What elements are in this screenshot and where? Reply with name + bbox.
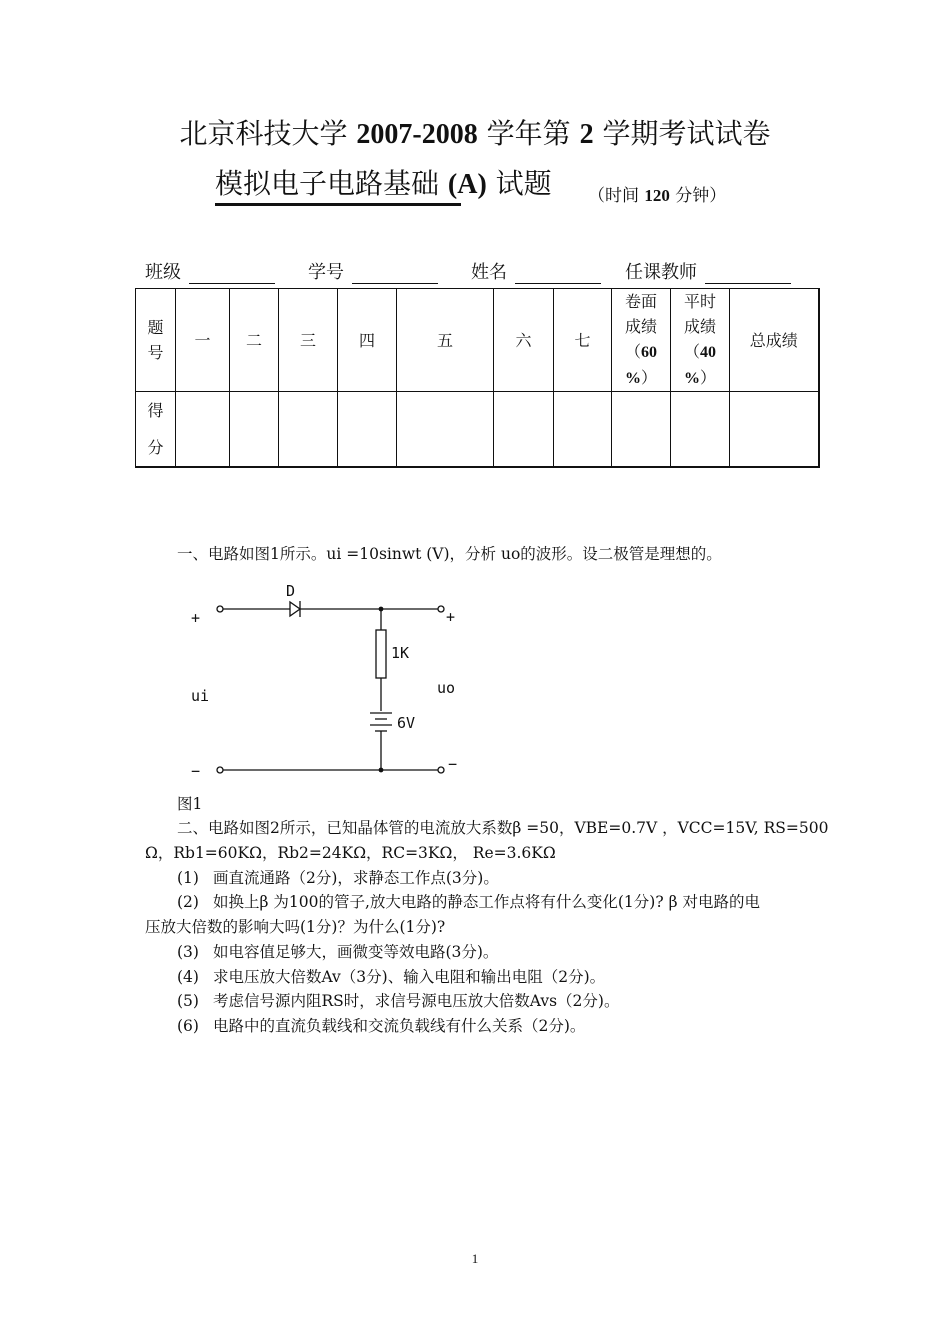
diode-triangle: [290, 602, 300, 616]
resistor-body: [376, 630, 386, 678]
question-5-header: 五: [397, 289, 494, 392]
name-blank: [515, 263, 601, 284]
student-id-blank: [352, 263, 438, 284]
junction-dot-bottom: [379, 768, 384, 773]
score-row: [136, 392, 819, 468]
output-label: uo: [437, 679, 456, 697]
score-cell: [554, 392, 612, 468]
question-number-label: 题 号: [136, 289, 176, 392]
question-number-row: [136, 289, 819, 392]
page-number: 1: [471, 1251, 479, 1266]
q2-item-2: (2) 如换上β 为100的管子,放大电路的静态工作点将有什么变化(1分)? β 对电路的电: [177, 893, 760, 911]
output-minus: −: [448, 755, 458, 773]
diode-label: D: [286, 582, 296, 600]
q2-item-2-continued: 压放大倍数的影响大吗(1分)？为什么(1分)?: [145, 918, 446, 936]
question-2-header: 二: [230, 289, 279, 392]
score-cell: [338, 392, 397, 468]
exam-title: 北京科技大学 2007-2008 学年第 2 学期考试试卷: [179, 117, 771, 150]
course-title: 模拟电子电路基础 (A) 试题: [215, 167, 552, 200]
score-cell: [730, 392, 819, 468]
score-cell: [176, 392, 230, 468]
score-cell: [230, 392, 279, 468]
title-underline: [215, 203, 461, 206]
total-score-header: 总成绩: [730, 289, 819, 392]
q2-item-5: (5) 考虑信号源内阻RS时，求信号源电压放大倍数Avs（2分)。: [177, 992, 620, 1010]
name-field: 姓名: [471, 258, 601, 284]
paper-score-header: 卷面 成绩 （60 %）: [612, 289, 671, 392]
score-cell: [494, 392, 554, 468]
q2-intro-line1: 二、电路如图2所示，已知晶体管的电流放大系数β =50，VBE=0.7V ，VCC=15V, RS=500: [177, 819, 829, 837]
teacher-field: 任课教师: [625, 258, 791, 284]
output-plus: +: [446, 608, 456, 626]
input-plus: +: [191, 609, 201, 627]
score-table: [135, 288, 820, 468]
teacher-blank: [705, 263, 791, 284]
input-terminal-bottom: [217, 767, 223, 773]
question-6-header: 六: [494, 289, 554, 392]
q1-text: 一、电路如图1所示。ui =10sinwt (V)，分析 uo的波形。设二极管是理想的。: [177, 545, 722, 563]
q2-item-6: (6) 电路中的直流负载线和交流负载线有什么关系（2分)。: [177, 1017, 586, 1035]
class-field: 班级: [145, 258, 275, 284]
q2-item-4: (4) 求电压放大倍数Av（3分)、输入电阻和输出电阻（2分)。: [177, 968, 606, 986]
question-4-header: 四: [338, 289, 397, 392]
student-id-field: 学号: [308, 258, 438, 284]
score-label: 得 分: [136, 392, 176, 468]
question-1-header: 一: [176, 289, 230, 392]
score-cell: [279, 392, 338, 468]
question-7-header: 七: [554, 289, 612, 392]
resistor-label: 1K: [391, 644, 410, 662]
input-terminal-top: [217, 606, 223, 612]
score-cell: [397, 392, 494, 468]
q2-item-1: (1) 画直流通路（2分)，求静态工作点(3分)。: [177, 869, 499, 887]
q2-intro-line2: Ω，Rb1=60KΩ，Rb2=24KΩ，RC=3KΩ， Re=3.6KΩ: [145, 844, 556, 862]
battery-label: 6V: [397, 714, 416, 732]
usual-score-header: 平时 成绩 （40 %）: [671, 289, 730, 392]
junction-dot-top: [379, 607, 384, 612]
score-cell: [671, 392, 730, 468]
input-label: ui: [191, 687, 210, 705]
class-blank: [189, 263, 275, 284]
circuit-figure-1: [180, 575, 480, 785]
figure-1-caption: 图1: [177, 795, 203, 813]
question-3-header: 三: [279, 289, 338, 392]
q2-item-3: (3) 如电容值足够大，画微变等效电路(3分)。: [177, 943, 499, 961]
output-terminal-bottom: [438, 767, 444, 773]
input-minus: −: [191, 762, 201, 780]
output-terminal-top: [438, 606, 444, 612]
time-note: （时间 120 分钟）: [588, 186, 727, 206]
score-cell: [612, 392, 671, 468]
